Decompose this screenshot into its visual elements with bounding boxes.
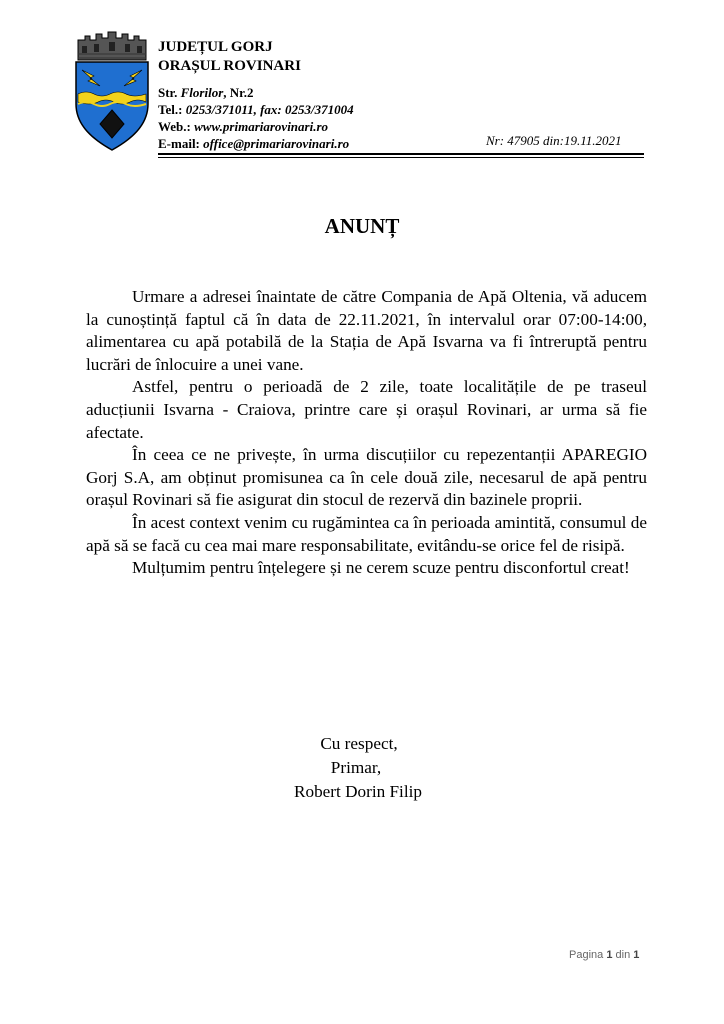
address-line [158,84,253,102]
email-line [158,135,349,153]
email-link[interactable]: office@primariarovinari.ro [203,136,350,151]
page-current: 1 [606,949,613,961]
page-word: Pagina [569,949,604,961]
signature-block [0,732,724,804]
header-rule-thin [158,157,644,158]
of-word: din [615,949,631,961]
web-prefix: Web.: [158,119,191,134]
registration-number: Nr: 47905 din:19.11.2021 [486,133,622,148]
page-footer [569,949,639,961]
document-title: ANUNȚ [324,214,400,238]
phone-line [158,101,354,119]
town-name: ORAȘUL ROVINARI [158,58,301,74]
mural-crown [78,32,146,60]
address-prefix: Str. [158,85,178,100]
address-street: Florilor [180,85,224,100]
signatory-name: Robert Dorin Filip [294,782,422,801]
role-line: Primar, [330,758,382,777]
paragraph: Urmare a adresei înaintate de către Compania de Apă Oltenia, vă aducem la cunoștință faptul că în data de 22.11.2021, în intervalul orar 07:00-14:00, alimentarea cu apă potabilă de la Stația de Apă Isvarna va fi întreruptă pentru lucrări de înlocuire a unei vane. [86,287,647,374]
rovinari-coat-of-arms [72,30,152,152]
paragraph: În ceea ce ne privește, în urma discuțiilor cu repezentanții APAREGIO Gorj S.A, am obținut promisunea ca în cele două zile, necesarul de apă pentru orașul Rovinari să fie asigurat din stocul de rezervă din bazinele proprii. [86,445,647,510]
phone-value: 0253/371011, fax: 0253/371004 [185,102,354,117]
paragraph: Astfel, pentru o perioadă de 2 zile, toate localitățile de pe traseul aducțiunii Isvarna - Craiova, printre care și orașul Rovinari, ar urma să fie afectate. [86,377,647,442]
paragraph: Mulțumim pentru înțelegere și ne cerem scuze pentru disconfortul creat! [132,558,630,578]
web-line [158,118,328,136]
header-rule-thick [158,153,644,155]
paragraph: În acest context venim cu rugămintea ca în perioada amintită, consumul de apă să se facă cu cea mai mare responsabilitate, evitându-se orice fel de risipă. [86,512,647,555]
address-number: , Nr.2 [223,85,254,100]
shield [76,62,148,150]
email-prefix: E-mail: [158,136,200,151]
county-name: JUDEȚUL GORJ [158,39,273,55]
phone-prefix: Tel.: [158,102,183,117]
page-total: 1 [633,949,640,961]
announcement-body [86,286,647,580]
web-link[interactable]: www.primariarovinari.ro [194,119,329,134]
closing-line: Cu respect, [320,734,398,753]
